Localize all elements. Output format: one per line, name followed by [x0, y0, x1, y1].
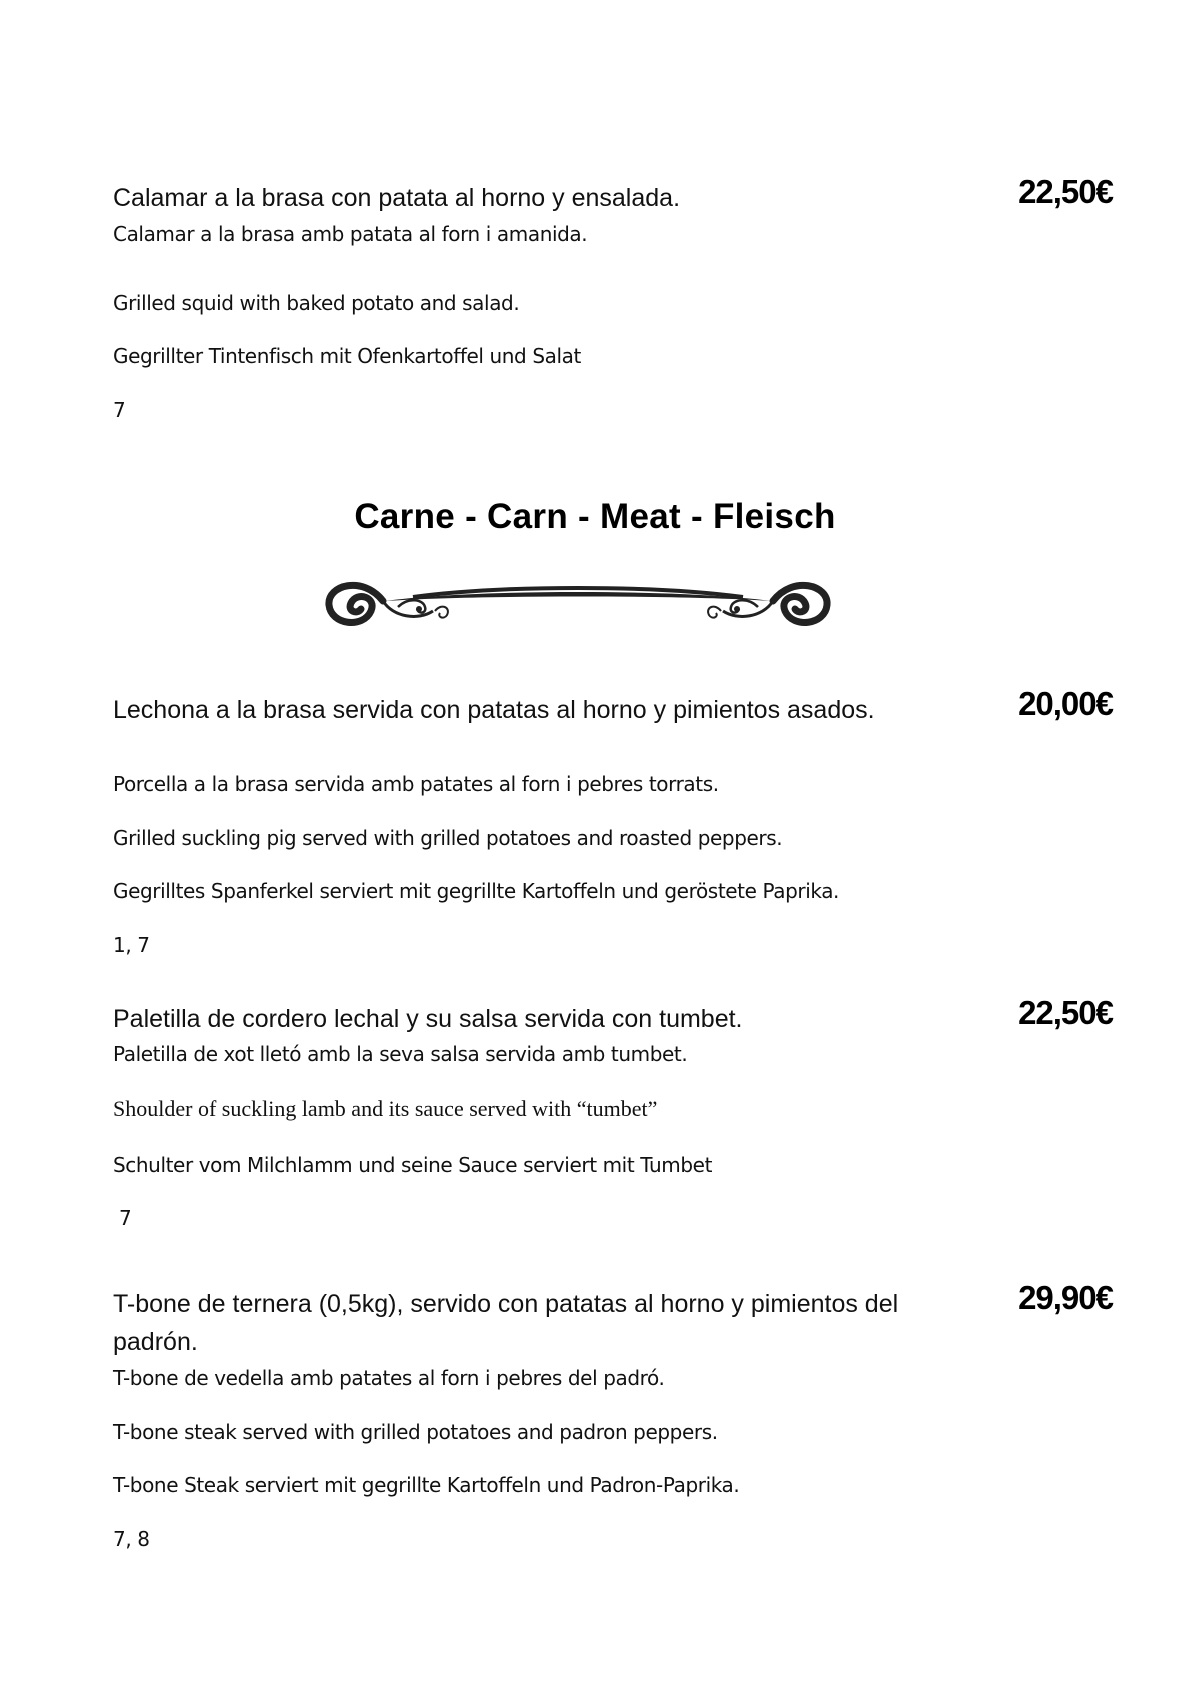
dish-description-catalan: Calamar a la brasa amb patata al forn i amanida.	[113, 222, 588, 246]
dish-price: 20,00€	[1018, 685, 1113, 722]
dish-allergens: 7, 8	[113, 1527, 150, 1551]
dish-description-catalan: Porcella a la brasa servida amb patates al forn i pebres torrats.	[113, 772, 719, 796]
dish-description-english: Shoulder of suckling lamb and its sauce served with “tumbet”	[113, 1096, 658, 1121]
dish-price: 22,50€	[1018, 994, 1113, 1031]
dish-title: Paletilla de cordero lechal y su salsa servida con tumbet.	[113, 1005, 743, 1033]
dish-description-english: Grilled suckling pig served with grilled potatoes and roasted peppers.	[113, 826, 783, 850]
dish-description-german: T-bone Steak serviert mit gegrillte Kartoffeln und Padron-Paprika.	[113, 1473, 740, 1497]
dish-price: 29,90€	[1018, 1279, 1113, 1316]
dish-description-catalan: T-bone de vedella amb patates al forn i pebres del padró.	[113, 1366, 665, 1390]
dish-description-catalan: Paletilla de xot lletó amb la seva salsa servida amb tumbet.	[113, 1042, 688, 1066]
scroll-flourish-divider-icon	[323, 567, 833, 635]
dish-title: Calamar a la brasa con patata al horno y ensalada.	[113, 184, 681, 212]
section-title: Carne - Carn - Meat - Fleisch	[354, 497, 836, 536]
dish-allergens: 7	[113, 398, 126, 422]
dish-description-english: Grilled squid with baked potato and salad.	[113, 291, 520, 315]
dish-allergens: 7	[119, 1206, 132, 1230]
dish-description-german: Gegrillter Tintenfisch mit Ofenkartoffel und Salat	[113, 344, 581, 368]
dish-description-english: T-bone steak served with grilled potatoes and padron peppers.	[113, 1420, 718, 1444]
dish-price: 22,50€	[1018, 173, 1113, 210]
dish-description-german: Schulter vom Milchlamm und seine Sauce serviert mit Tumbet	[113, 1153, 713, 1177]
dish-allergens: 1, 7	[113, 933, 150, 957]
dish-description-german: Gegrilltes Spanferkel serviert mit gegrillte Kartoffeln und geröstete Paprika.	[113, 879, 840, 903]
dish-title: Lechona a la brasa servida con patatas al horno y pimientos asados.	[113, 696, 875, 724]
dish-title: T-bone de ternera (0,5kg), servido con patatas al horno y pimientos del padrón.	[113, 1290, 899, 1356]
